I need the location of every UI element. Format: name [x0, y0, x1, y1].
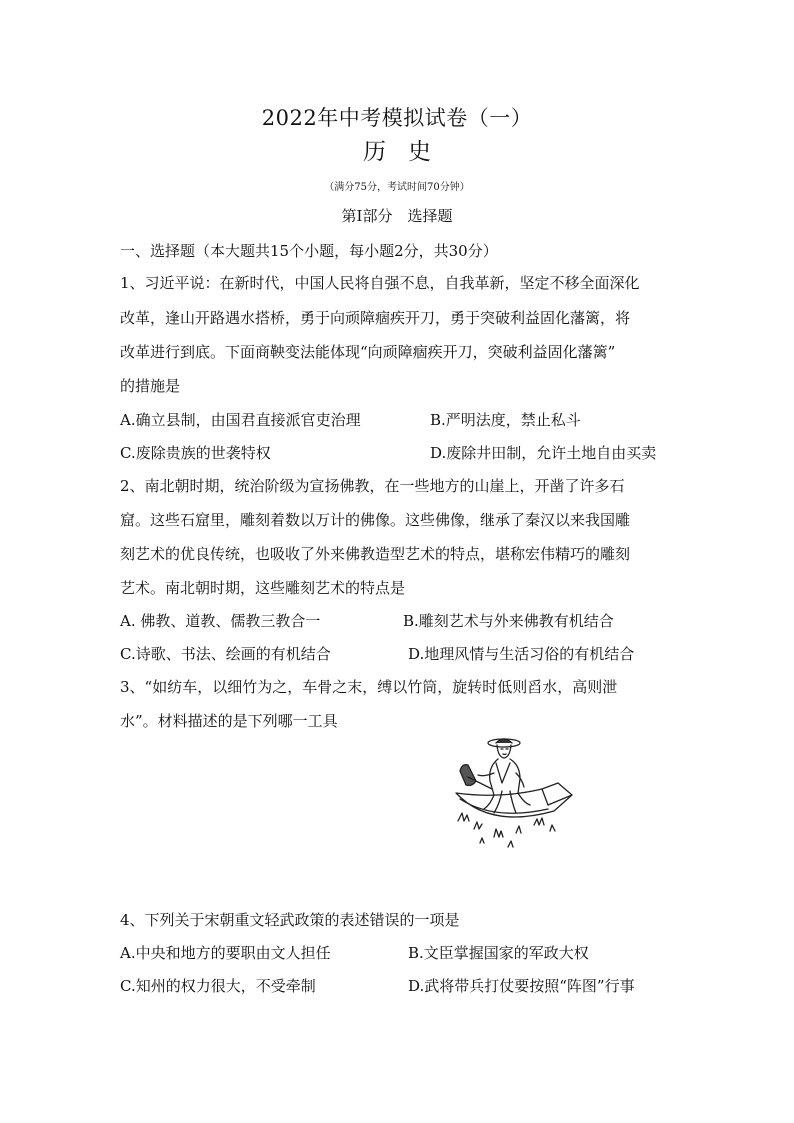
q2-option-c: C.诗歌、书法、绘画的有机结合	[120, 645, 331, 663]
q1-line-2: 改革，逢山开路遇水搭桥，勇于向顽障痼疾开刀，勇于突破利益固化藩篱，将	[120, 309, 631, 327]
q4-option-b: B.文臣掌握国家的军政大权	[408, 944, 589, 962]
q2-option-d: D.地理风情与生活习俗的有机结合	[408, 645, 635, 663]
q1-option-b: B.严明法度，禁止私斗	[430, 411, 581, 429]
q2-option-b: B.雕刻艺术与外来佛教有机结合	[403, 612, 614, 630]
q1-line-3: 改革进行到底。下面商鞅变法能体现“向顽障痼疾开刀，突破利益固化藩篱”	[120, 343, 616, 361]
q3-line-2: 水”。材料描述的是下列哪一工具	[120, 712, 338, 730]
q1-option-c: C.废除贵族的世袭特权	[120, 444, 271, 462]
section-heading: 第Ⅰ部分 选择题	[341, 207, 453, 225]
q2-option-a: A. 佛教、道教、儒教三教合一	[120, 612, 321, 630]
exam-title: 2022年中考模拟试卷（一）	[261, 106, 533, 130]
q2-line-2: 窟。这些石窟里，雕刻着数以万计的佛像。这些佛像，继承了秦汉以来我国雕	[120, 511, 631, 529]
q2-line-1: 2、南北朝时期，统治阶级为宣扬佛教，在一些地方的山崖上，开凿了许多石	[120, 477, 625, 495]
q2-line-4: 艺术。南北朝时期，这些雕刻艺术的特点是	[120, 579, 406, 597]
boat-worker-illustration	[450, 733, 580, 853]
q1-option-d: D.废除井田制，允许土地自由买卖	[430, 444, 657, 462]
q1-line-4: 的措施是	[120, 377, 181, 395]
q4-option-c: C.知州的权力很大，不受牵制	[120, 977, 316, 995]
q4-option-d: D.武将带兵打仗要按照“阵图”行事	[408, 977, 635, 995]
q1-option-a: A.确立县制，由国君直接派官吏治理	[120, 411, 361, 429]
q2-line-3: 刻艺术的优良传统，也吸收了外来佛教造型艺术的特点，堪称宏伟精巧的雕刻	[120, 545, 631, 563]
q4-option-a: A.中央和地方的要职由文人担任	[120, 944, 331, 962]
q1-line-1: 1、习近平说：在新时代，中国人民将自强不息，自我革新，坚定不移全面深化	[120, 274, 640, 292]
exam-note: （满分75分，考试时间70分钟）	[324, 182, 470, 193]
instructions: 一、选择题（本大题共15个小题，每小题2分，共30分）	[120, 242, 498, 260]
exam-subject: 历史	[363, 139, 453, 165]
q3-line-1: 3、“如纺车，以细竹为之，车骨之末，缚以竹筒，旋转时低则舀水，高则泄	[120, 678, 618, 696]
q4-line-1: 4、下列关于宋朝重文轻武政策的表述错误的一项是	[120, 911, 460, 929]
